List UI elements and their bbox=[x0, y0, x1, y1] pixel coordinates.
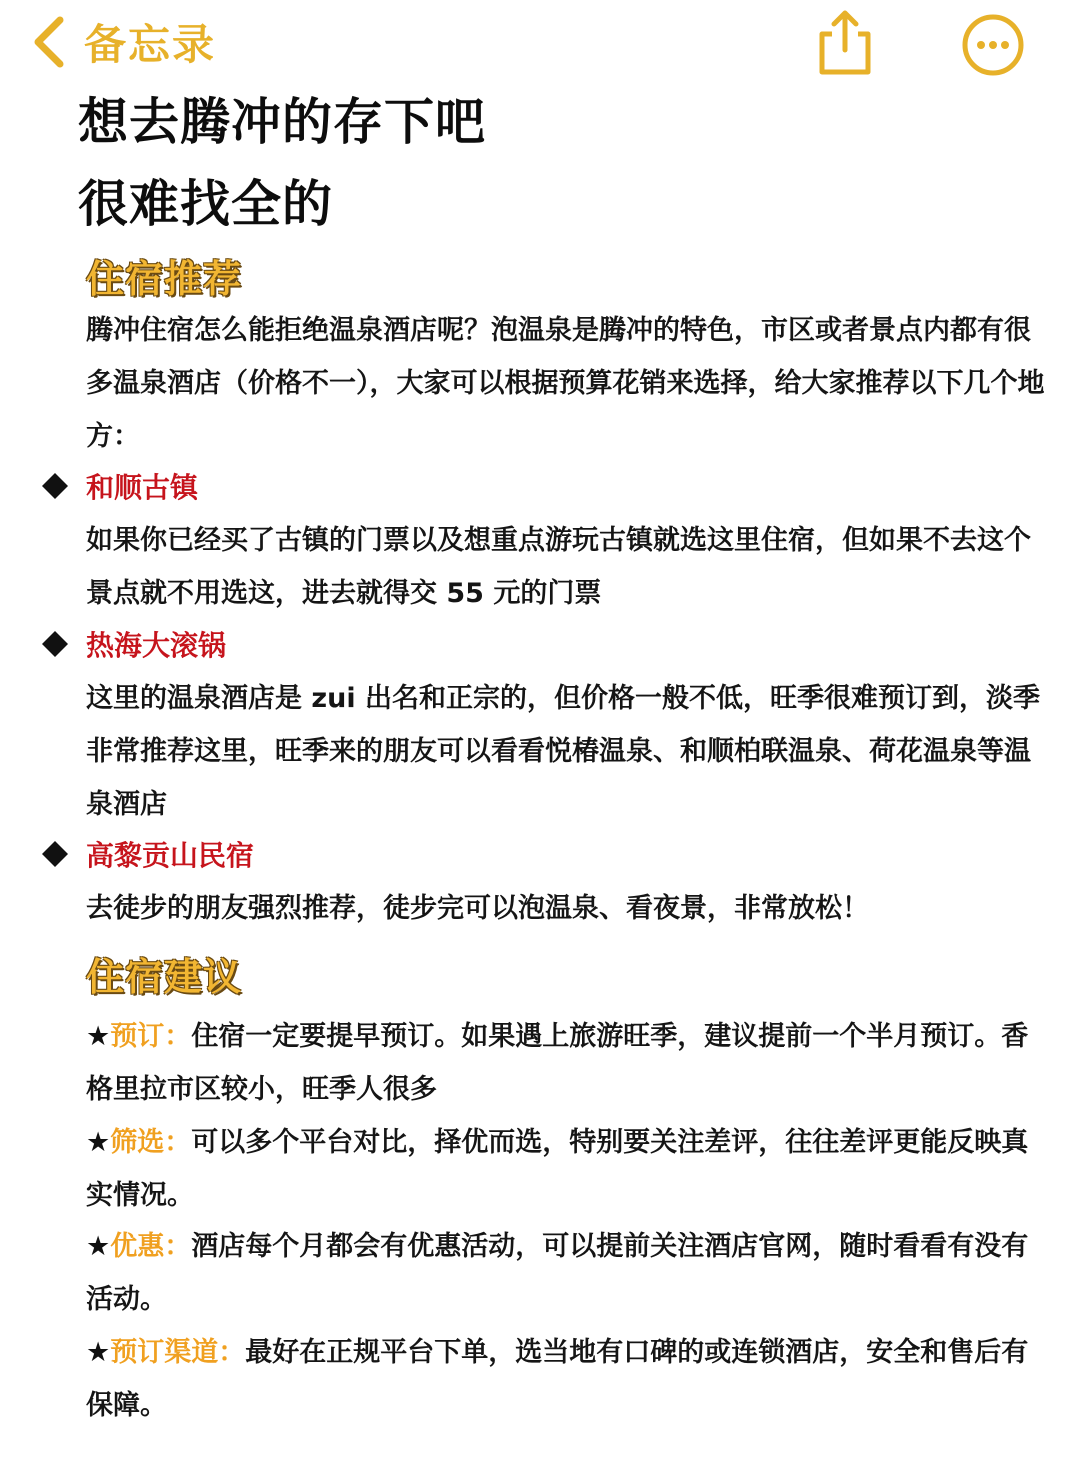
back-label: 备忘录 bbox=[84, 20, 217, 69]
list-item bbox=[40, 466, 199, 506]
diamond-bullet-icon bbox=[40, 839, 70, 869]
star-icon: ★ bbox=[86, 1231, 111, 1262]
tip-item bbox=[86, 1116, 1054, 1222]
list-item bbox=[40, 834, 255, 874]
nav-bar bbox=[0, 0, 1080, 90]
chevron-left-icon bbox=[30, 14, 70, 70]
tip-key: 筛选： bbox=[110, 1127, 192, 1158]
item-desc: 如果你已经买了古镇的门票以及想重点游玩古镇就选这里住宿，但如果不去这个景点就不用选这，进去就得交 55 元的门票 bbox=[86, 525, 1031, 609]
item-desc: 去徒步的朋友强烈推荐，徒步完可以泡温泉、看夜景，非常放松！ bbox=[86, 893, 869, 924]
list-item bbox=[40, 624, 227, 664]
item-desc: 这里的温泉酒店是 zui 出名和正宗的，但价格一般不低，旺季很难预订到，淡季非常推荐这里，旺季来的朋友可以看看悦椿温泉、和顺柏联温泉、荷花温泉等温泉酒店 bbox=[86, 683, 1040, 820]
star-icon: ★ bbox=[86, 1127, 111, 1158]
tip-text: 酒店每个月都会有优惠活动，可以提前关注酒店官网，随时看看有没有活动。 bbox=[86, 1231, 1029, 1315]
diamond-bullet-icon bbox=[40, 629, 70, 659]
tip-item bbox=[86, 1010, 1054, 1116]
item-name: 和顺古镇 bbox=[86, 471, 199, 504]
tip-text: 最好在正规平台下单，选当地有口碑的或连锁酒店，安全和售后有保障。 bbox=[86, 1337, 1029, 1421]
tip-item bbox=[86, 1326, 1054, 1432]
section-heading-accommodation: 住宿推荐 bbox=[86, 257, 243, 301]
section-heading-advice: 住宿建议 bbox=[86, 955, 243, 999]
star-icon: ★ bbox=[86, 1337, 111, 1368]
item-name: 高黎贡山民宿 bbox=[86, 839, 255, 872]
note-title-line2: 很难找全的 bbox=[78, 175, 333, 233]
tip-key: 预订： bbox=[110, 1021, 192, 1052]
more-icon[interactable] bbox=[960, 12, 1026, 78]
item-name: 热海大滚锅 bbox=[86, 629, 227, 662]
note-title-line1: 想去腾冲的存下吧 bbox=[78, 93, 486, 151]
share-icon[interactable] bbox=[812, 8, 878, 78]
star-icon: ★ bbox=[86, 1021, 111, 1052]
tip-text: 住宿一定要提早预订。如果遇上旅游旺季，建议提前一个半月预订。香格里拉市区较小，旺季人很多 bbox=[86, 1021, 1029, 1105]
tip-item bbox=[86, 1220, 1054, 1326]
section-intro: 腾冲住宿怎么能拒绝温泉酒店呢？泡温泉是腾冲的特色，市区或者景点内都有很多温泉酒店（价格不一），大家可以根据预算花销来选择，给大家推荐以下几个地方： bbox=[86, 315, 1045, 452]
diamond-bullet-icon bbox=[40, 471, 70, 501]
tip-key: 预订渠道： bbox=[110, 1337, 246, 1368]
back-button[interactable] bbox=[30, 12, 216, 72]
tip-text: 可以多个平台对比，择优而选，特别要关注差评，往往差评更能反映真实情况。 bbox=[86, 1127, 1029, 1211]
tip-key: 优惠： bbox=[110, 1231, 192, 1262]
